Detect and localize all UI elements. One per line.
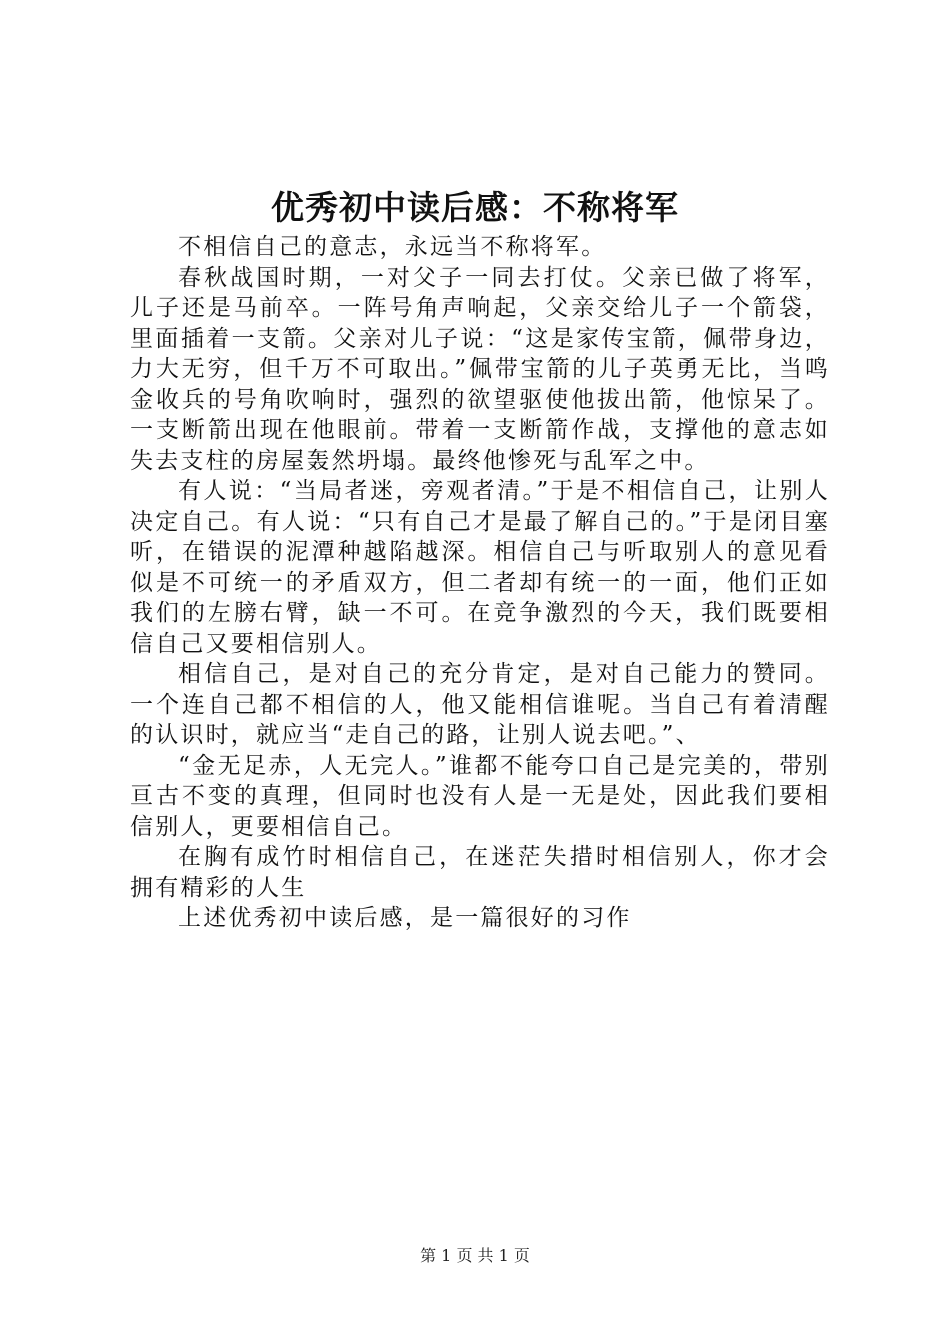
- document-title: 优秀初中读后感：不称将军: [271, 188, 679, 227]
- paragraph-3: 有人说：“当局者迷，旁观者清。”于是不相信自己，让别人决定自己。有人说：“只有自己才是最了解自己的。”于是闭目塞听，在错误的泥潭种越陷越深。相信自己与听取别人的意见看似是不可统一的矛盾双方，但二者却有统一的一面，他们正如我们的左膀右臂，缺一不可。在竞争激烈的今天，我们既要相信自己又要相信别人。: [130, 478, 830, 657]
- document-body: [130, 232, 830, 934]
- paragraph-5: “金无足赤，人无完人。”谁都不能夸口自己是完美的，带别亘古不变的真理，但同时也没有人是一无是处，因此我们要相信别人，更要相信自己。: [130, 752, 830, 840]
- paragraph-6: 在胸有成竹时相信自己，在迷茫失措时相信别人，你才会拥有精彩的人生: [130, 844, 830, 901]
- paragraph-4: 相信自己，是对自己的充分肯定，是对自己能力的赞同。一个连自己都不相信的人，他又能相信谁呢。当自己有着清醒的认识时，就应当“走自己的路，让别人说去吧。”、: [130, 661, 830, 748]
- paragraph-1: 不相信自己的意志，永远当不称将军。: [178, 234, 607, 260]
- paragraph-2: 春秋战国时期，一对父子一同去打仗。父亲已做了将军，儿子还是马前卒。一阵号角声响起，父亲交给儿子一个箭袋，里面插着一支箭。父亲对儿子说：“这是家传宝箭，佩带身边，力大无穷，但千万不可取出。”佩带宝箭的儿子英勇无比，当鸣金收兵的号角吹响时，强烈的欲望驱使他拔出箭，他惊呆了。一支断箭出现在他眼前。带着一支断箭作战，支撑他的意志如失去支柱的房屋轰然坍塌。最终他惨死与乱军之中。: [130, 264, 830, 474]
- page-number-footer: 第 1 页 共 1 页: [420, 1246, 530, 1265]
- paragraph-7: 上述优秀初中读后感，是一篇很好的习作: [178, 905, 632, 931]
